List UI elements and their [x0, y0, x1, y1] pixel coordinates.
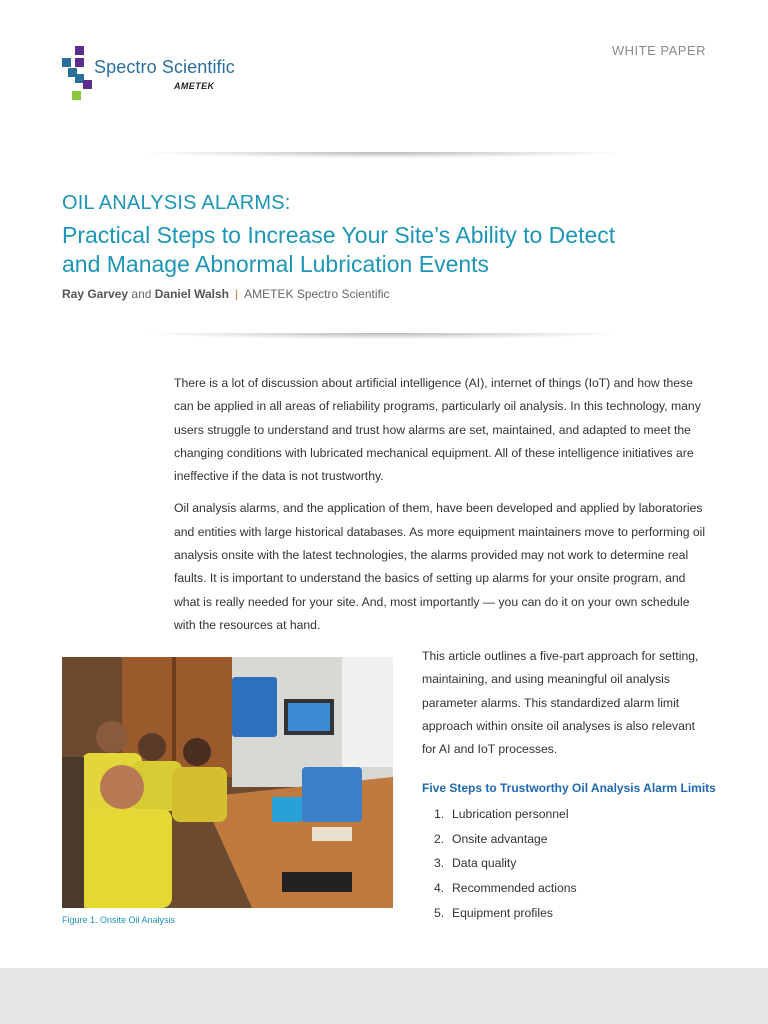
figure-caption: Figure 1. Onsite Oil Analysis: [62, 915, 176, 925]
steps-list: [434, 802, 577, 925]
logo-square: [62, 58, 71, 67]
logo-square: [72, 91, 81, 100]
affiliation: AMETEK Spectro Scientific: [244, 287, 390, 301]
list-number: 5.: [434, 905, 445, 920]
list-item: [434, 827, 577, 852]
intro-text: [174, 372, 706, 646]
list-item: [434, 802, 577, 827]
list-number: 1.: [434, 807, 445, 821]
byline-conjunction: and: [131, 287, 152, 301]
author-name: Ray Garvey: [62, 287, 129, 301]
title-line: Practical Steps to Increase Your Site’s Ability to Detect: [62, 222, 616, 248]
page-title: [62, 221, 682, 279]
byline-separator: |: [235, 287, 239, 301]
paragraph: Oil analysis alarms, and the application of them, have been developed and applied by laboratories and entities with large historical databases. As more equipment maintainers move to performing oil analysis onsite with the latest technologies, the alarms provided may not work to determine real faults. It is important to understand the basics of setting up alarms for your onsite program, and what is really needed for your site. And, most importantly — you can do it on your own schedule with the resources at hand.: [174, 501, 706, 632]
list-label: Data quality: [452, 856, 517, 871]
list-label: Lubrication personnel: [452, 807, 569, 821]
list-number: 3.: [434, 856, 445, 871]
brand-name: Spectro Scientific: [94, 57, 235, 77]
steps-heading: Five Steps to Trustworthy Oil Analysis Alarm Limits: [422, 781, 716, 795]
list-number: 2.: [434, 831, 445, 846]
list-label: Equipment profiles: [452, 905, 553, 920]
page-footer-band: [0, 968, 768, 1024]
paragraph: This article outlines a five-part approach for setting, maintaining, and using meaningful oil analysis parameter alarms. This standardized alarm limit approach within onsite oil analyses is also relevant for AI and IoT processes.: [422, 649, 699, 757]
parent-brand: AMETEK: [174, 81, 215, 91]
onsite-analysis-photo: [62, 657, 393, 908]
list-number: 4.: [434, 881, 445, 896]
divider-shadow: [0, 152, 768, 162]
logo-square: [83, 80, 92, 89]
document-type: WHITE PAPER: [611, 43, 706, 58]
list-item: [434, 876, 577, 901]
list-item: [434, 851, 577, 876]
logo-square: [75, 58, 84, 67]
byline: [62, 287, 390, 301]
divider-shadow: [0, 333, 768, 343]
author-name: Daniel Walsh: [154, 287, 230, 301]
title-line: and Manage Abnormal Lubrication Events: [62, 251, 490, 277]
logo-square: [75, 46, 84, 55]
list-item: [434, 901, 577, 926]
paragraph: There is a lot of discussion about artificial intelligence (AI), internet of things (IoT) and how these can be applied in all areas of reliability programs, particularly oil analysis. In this technology, many users struggle to understand and trust how alarms are set, maintained, and adapted to meet the changing conditions with lubricated mechanical equipment. All of these intelligence initiatives are ineffective if the data is not trustworthy.: [174, 376, 701, 484]
photo-illustration: [62, 657, 393, 908]
title-kicker: OIL ANALYSIS ALARMS:: [62, 192, 291, 214]
list-label: Recommended actions: [452, 881, 577, 896]
list-label: Onsite advantage: [452, 831, 548, 846]
